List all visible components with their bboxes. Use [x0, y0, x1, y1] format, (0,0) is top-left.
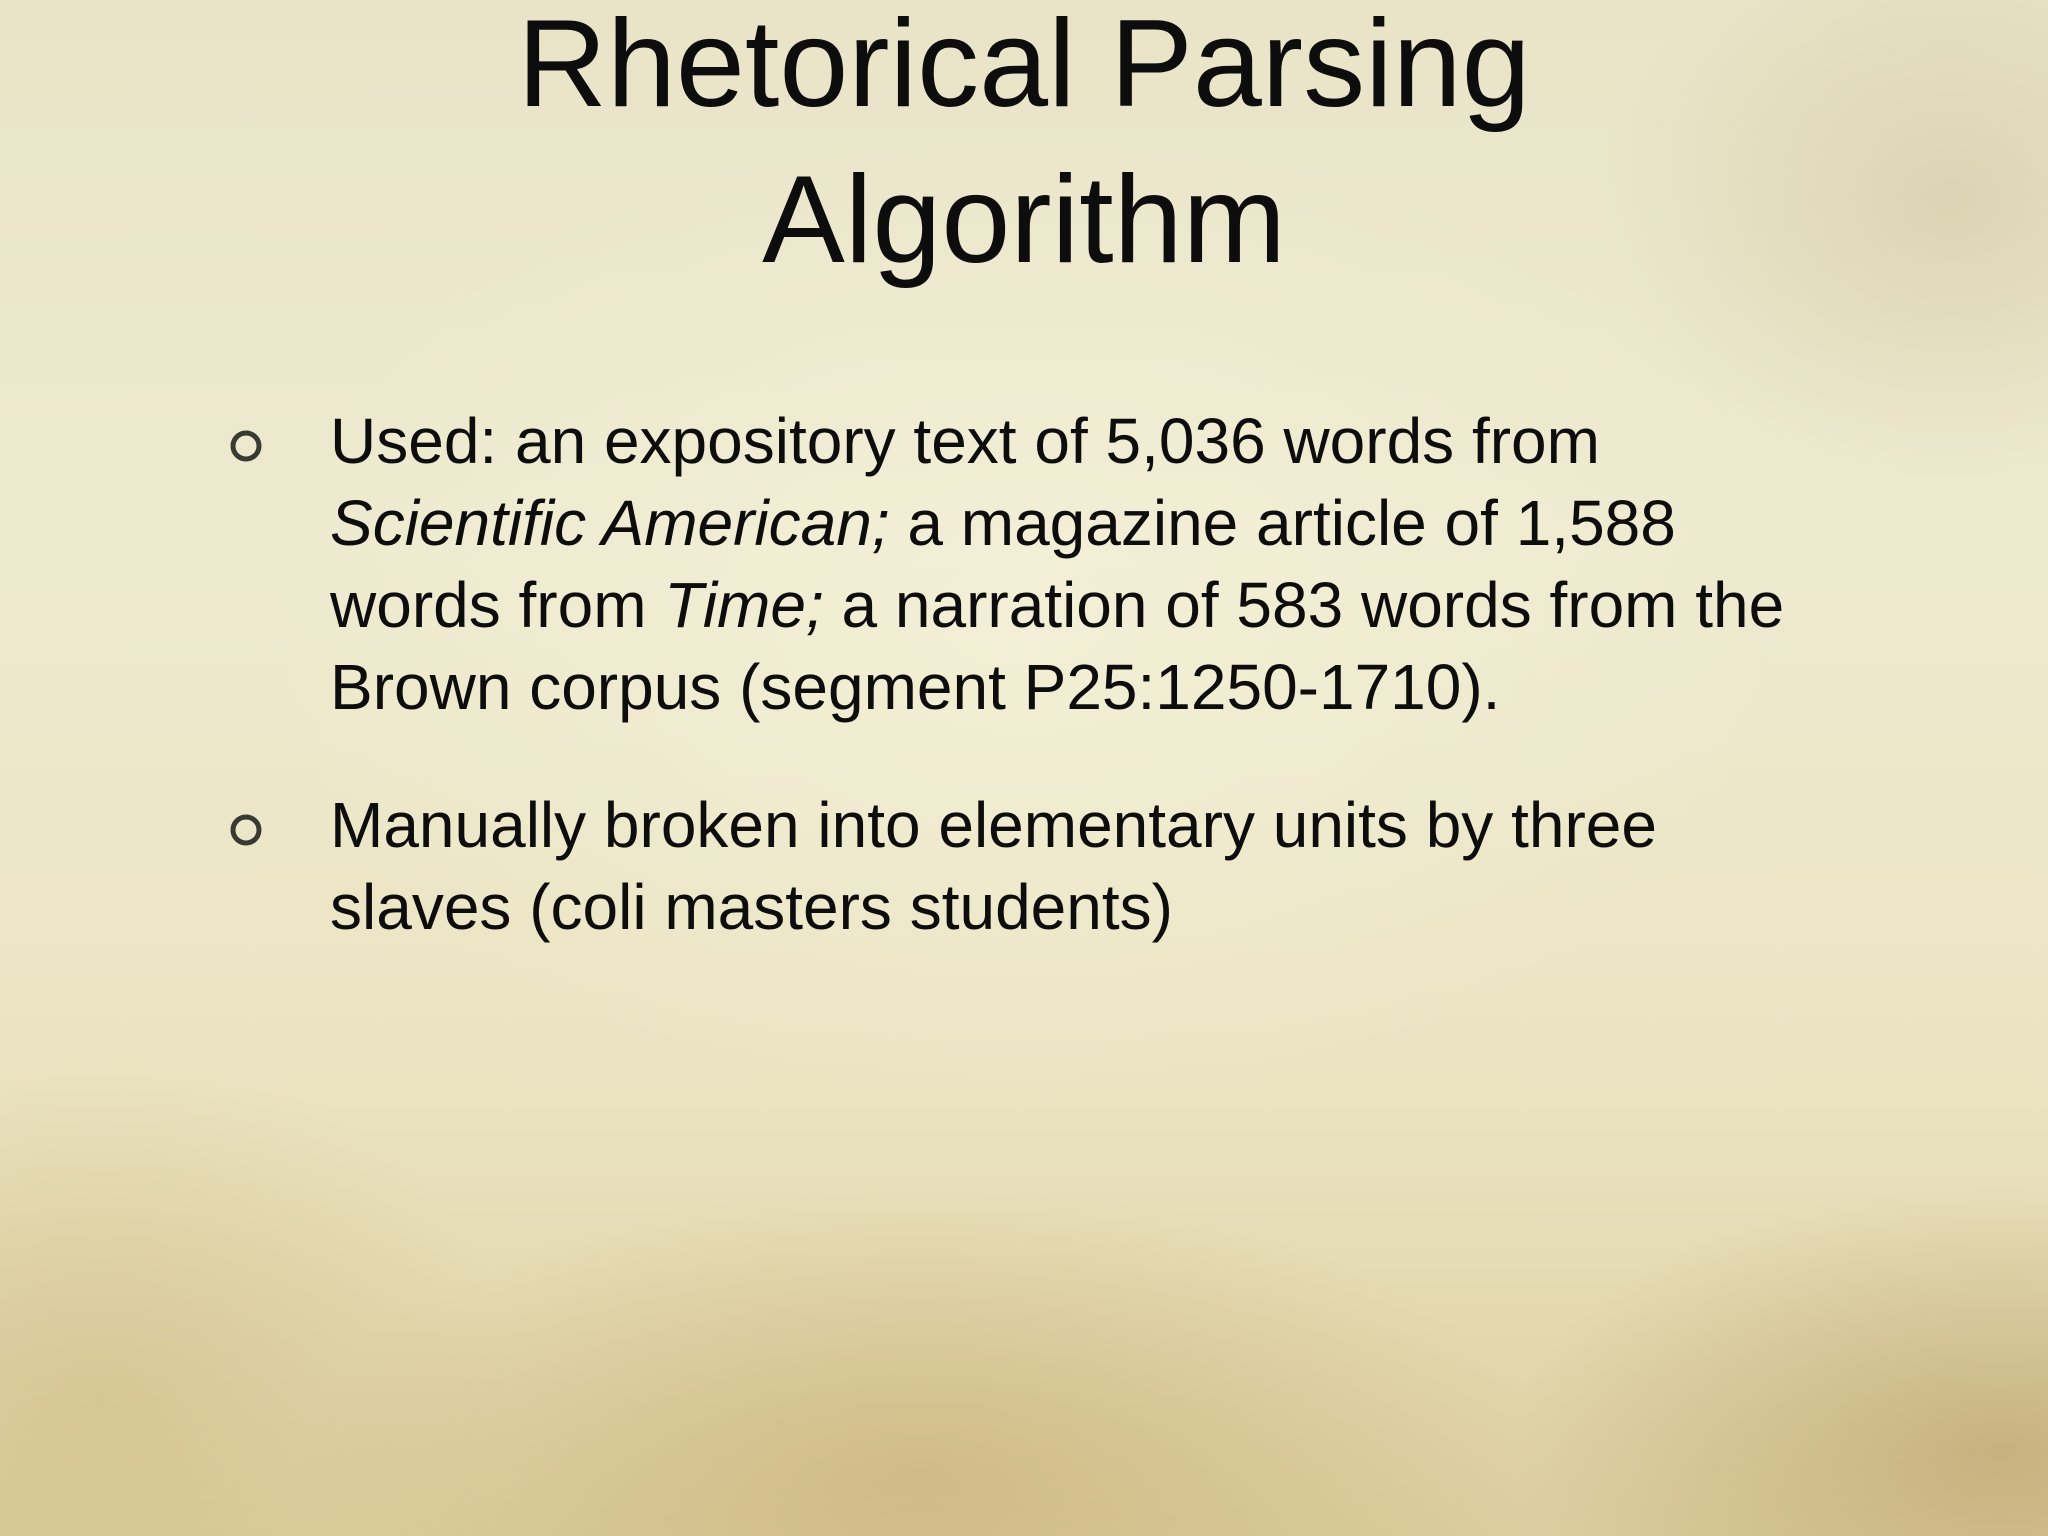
bullet-1-part-3: a magazine article of 1,588 words from	[330, 487, 1676, 641]
bullet-text-2	[330, 789, 1657, 943]
bullet-list	[220, 400, 1820, 1004]
bullet-1-part-2: Scientific American;	[330, 487, 890, 559]
slide-title	[0, 0, 2048, 298]
bullet-2-part-1: Manually broken into elementary units by three slaves (coli masters students)	[330, 789, 1657, 943]
bullet-text-1	[330, 405, 1784, 723]
bullet-1-part-4: Time;	[664, 569, 824, 641]
open-circle-icon	[228, 428, 264, 464]
bullet-1-part-5: a narration of 583 words from the Brown corpus (segment P25:1250-1710).	[330, 569, 1785, 723]
open-circle-icon	[228, 812, 264, 848]
bullet-item-1	[220, 400, 1820, 728]
bullet-item-2	[220, 784, 1820, 948]
title-line-1: Rhetorical Parsing	[517, 0, 1531, 133]
title-line-2: Algorithm	[762, 151, 1286, 289]
bullet-1-part-1: Used: an expository text of 5,036 words from	[330, 405, 1600, 477]
